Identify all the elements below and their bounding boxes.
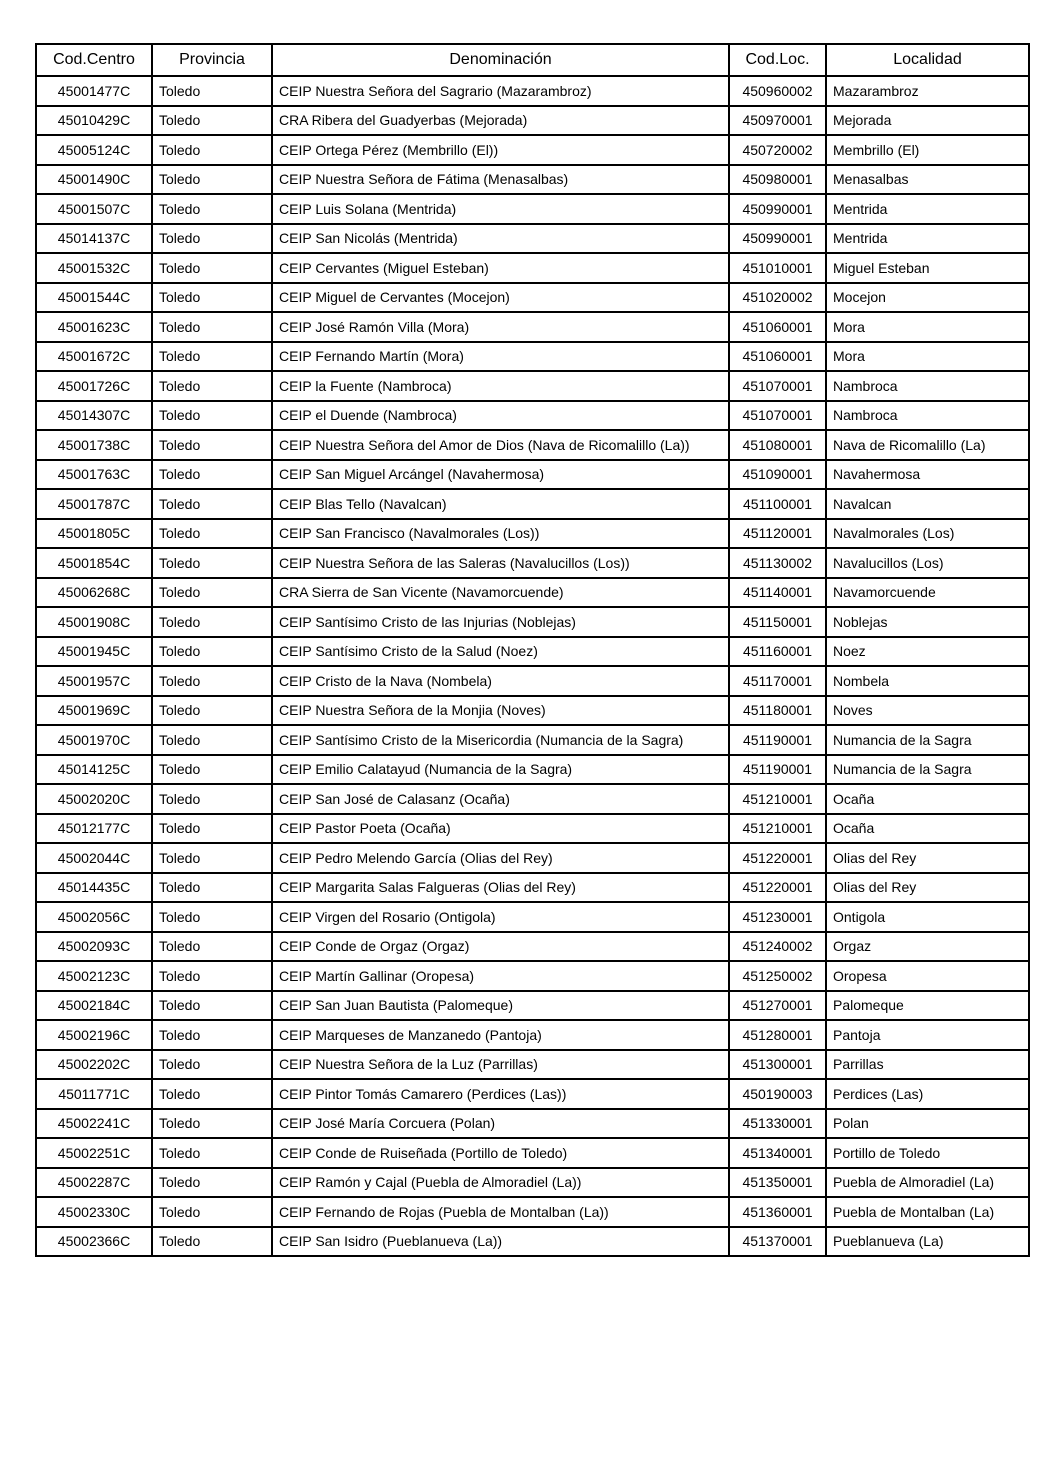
cell-localidad: Parrillas	[826, 1050, 1029, 1080]
cell-localidad: Navamorcuende	[826, 578, 1029, 608]
cell-cod-centro: 45001957C	[36, 666, 152, 696]
cell-denominacion: CEIP Nuestra Señora del Sagrario (Mazarambroz)	[272, 76, 729, 106]
cell-localidad: Menasalbas	[826, 165, 1029, 195]
cell-cod-centro: 45002330C	[36, 1197, 152, 1227]
cell-cod-loc: 451220001	[729, 873, 826, 903]
cell-cod-loc: 451300001	[729, 1050, 826, 1080]
cell-cod-centro: 45001544C	[36, 283, 152, 313]
cell-provincia: Toledo	[152, 814, 272, 844]
cell-cod-loc: 451100001	[729, 489, 826, 519]
cell-cod-centro: 45001908C	[36, 607, 152, 637]
cell-cod-loc: 450720002	[729, 135, 826, 165]
cell-localidad: Numancia de la Sagra	[826, 725, 1029, 755]
cell-provincia: Toledo	[152, 430, 272, 460]
cell-provincia: Toledo	[152, 843, 272, 873]
cell-localidad: Nambroca	[826, 401, 1029, 431]
cell-provincia: Toledo	[152, 637, 272, 667]
cell-cod-centro: 45001970C	[36, 725, 152, 755]
header-cod-loc: Cod.Loc.	[729, 44, 826, 76]
cell-cod-centro: 45002056C	[36, 902, 152, 932]
cell-localidad: Navalucillos (Los)	[826, 548, 1029, 578]
cell-denominacion: CEIP San Nicolás (Mentrida)	[272, 224, 729, 254]
cell-provincia: Toledo	[152, 283, 272, 313]
cell-denominacion: CEIP Marqueses de Manzanedo (Pantoja)	[272, 1020, 729, 1050]
cell-cod-centro: 45001945C	[36, 637, 152, 667]
cell-denominacion: CEIP Conde de Orgaz (Orgaz)	[272, 932, 729, 962]
cell-localidad: Mejorada	[826, 106, 1029, 136]
cell-localidad: Mentrida	[826, 224, 1029, 254]
cell-cod-loc: 451190001	[729, 725, 826, 755]
cell-localidad: Puebla de Almoradiel (La)	[826, 1168, 1029, 1198]
cell-cod-loc: 451150001	[729, 607, 826, 637]
cell-cod-loc: 451090001	[729, 460, 826, 490]
cell-localidad: Numancia de la Sagra	[826, 755, 1029, 785]
cell-cod-loc: 451360001	[729, 1197, 826, 1227]
table-row	[36, 991, 1029, 1021]
cell-localidad: Puebla de Montalban (La)	[826, 1197, 1029, 1227]
table-row	[36, 401, 1029, 431]
table-row	[36, 873, 1029, 903]
cell-cod-loc: 451240002	[729, 932, 826, 962]
header-localidad: Localidad	[826, 44, 1029, 76]
table-row	[36, 371, 1029, 401]
cell-cod-centro: 45001787C	[36, 489, 152, 519]
cell-denominacion: CEIP Cristo de la Nava (Nombela)	[272, 666, 729, 696]
cell-cod-loc: 451340001	[729, 1138, 826, 1168]
table-row	[36, 607, 1029, 637]
cell-cod-centro: 45006268C	[36, 578, 152, 608]
cell-provincia: Toledo	[152, 932, 272, 962]
cell-denominacion: CEIP Nuestra Señora de la Luz (Parrillas)	[272, 1050, 729, 1080]
table-row	[36, 430, 1029, 460]
table-row	[36, 932, 1029, 962]
cell-provincia: Toledo	[152, 578, 272, 608]
header-cod-centro: Cod.Centro	[36, 44, 152, 76]
cell-denominacion: CEIP José María Corcuera (Polan)	[272, 1109, 729, 1139]
table-row	[36, 489, 1029, 519]
cell-cod-loc: 450990001	[729, 194, 826, 224]
cell-denominacion: CEIP Pintor Tomás Camarero (Perdices (Las))	[272, 1079, 729, 1109]
cell-cod-loc: 450980001	[729, 165, 826, 195]
cell-denominacion: CEIP Ramón y Cajal (Puebla de Almoradiel (La))	[272, 1168, 729, 1198]
table-header	[36, 44, 1029, 76]
cell-localidad: Membrillo (El)	[826, 135, 1029, 165]
table-row	[36, 76, 1029, 106]
cell-provincia: Toledo	[152, 1020, 272, 1050]
table-row	[36, 460, 1029, 490]
cell-denominacion: CEIP Luis Solana (Mentrida)	[272, 194, 729, 224]
cell-denominacion: CEIP Nuestra Señora de las Saleras (Navalucillos (Los))	[272, 548, 729, 578]
cell-cod-loc: 451080001	[729, 430, 826, 460]
cell-cod-centro: 45002202C	[36, 1050, 152, 1080]
cell-cod-loc: 451190001	[729, 755, 826, 785]
cell-localidad: Olias del Rey	[826, 843, 1029, 873]
cell-cod-centro: 45002093C	[36, 932, 152, 962]
cell-cod-loc: 451070001	[729, 371, 826, 401]
cell-denominacion: CEIP San Francisco (Navalmorales (Los))	[272, 519, 729, 549]
table-row	[36, 165, 1029, 195]
table-row	[36, 725, 1029, 755]
cell-cod-centro: 45002241C	[36, 1109, 152, 1139]
table-row	[36, 637, 1029, 667]
cell-cod-centro: 45001738C	[36, 430, 152, 460]
cell-denominacion: CEIP Cervantes (Miguel Esteban)	[272, 253, 729, 283]
cell-cod-centro: 45001672C	[36, 342, 152, 372]
cell-provincia: Toledo	[152, 696, 272, 726]
cell-localidad: Noez	[826, 637, 1029, 667]
cell-localidad: Navalmorales (Los)	[826, 519, 1029, 549]
cell-provincia: Toledo	[152, 194, 272, 224]
cell-localidad: Ocaña	[826, 784, 1029, 814]
cell-localidad: Ontigola	[826, 902, 1029, 932]
cell-provincia: Toledo	[152, 224, 272, 254]
cell-provincia: Toledo	[152, 1050, 272, 1080]
table-row	[36, 1168, 1029, 1198]
cell-denominacion: CEIP San Miguel Arcángel (Navahermosa)	[272, 460, 729, 490]
cell-cod-loc: 451140001	[729, 578, 826, 608]
cell-cod-loc: 450990001	[729, 224, 826, 254]
cell-provincia: Toledo	[152, 342, 272, 372]
cell-denominacion: CEIP Blas Tello (Navalcan)	[272, 489, 729, 519]
cell-cod-centro: 45014125C	[36, 755, 152, 785]
cell-cod-loc: 451120001	[729, 519, 826, 549]
cell-cod-loc: 450190003	[729, 1079, 826, 1109]
cell-denominacion: CRA Ribera del Guadyerbas (Mejorada)	[272, 106, 729, 136]
cell-cod-loc: 451270001	[729, 991, 826, 1021]
cell-denominacion: CRA Sierra de San Vicente (Navamorcuende)	[272, 578, 729, 608]
cell-localidad: Navahermosa	[826, 460, 1029, 490]
cell-provincia: Toledo	[152, 460, 272, 490]
cell-cod-centro: 45001490C	[36, 165, 152, 195]
table-row	[36, 106, 1029, 136]
cell-provincia: Toledo	[152, 666, 272, 696]
table-row	[36, 696, 1029, 726]
table-body	[36, 76, 1029, 1256]
cell-cod-loc: 450970001	[729, 106, 826, 136]
cell-provincia: Toledo	[152, 961, 272, 991]
cell-cod-centro: 45001623C	[36, 312, 152, 342]
cell-provincia: Toledo	[152, 1109, 272, 1139]
table-row	[36, 666, 1029, 696]
cell-provincia: Toledo	[152, 312, 272, 342]
cell-localidad: Palomeque	[826, 991, 1029, 1021]
cell-cod-centro: 45002123C	[36, 961, 152, 991]
cell-provincia: Toledo	[152, 873, 272, 903]
cell-provincia: Toledo	[152, 371, 272, 401]
table-row	[36, 224, 1029, 254]
cell-localidad: Navalcan	[826, 489, 1029, 519]
cell-denominacion: CEIP Nuestra Señora de Fátima (Menasalbas)	[272, 165, 729, 195]
table-row	[36, 283, 1029, 313]
cell-denominacion: CEIP Virgen del Rosario (Ontigola)	[272, 902, 729, 932]
table-row	[36, 519, 1029, 549]
table-row	[36, 843, 1029, 873]
cell-denominacion: CEIP José Ramón Villa (Mora)	[272, 312, 729, 342]
cell-cod-centro: 45002044C	[36, 843, 152, 873]
cell-cod-centro: 45001532C	[36, 253, 152, 283]
cell-provincia: Toledo	[152, 76, 272, 106]
cell-provincia: Toledo	[152, 902, 272, 932]
cell-provincia: Toledo	[152, 165, 272, 195]
cell-localidad: Nambroca	[826, 371, 1029, 401]
cell-provincia: Toledo	[152, 991, 272, 1021]
cell-cod-centro: 45014137C	[36, 224, 152, 254]
cell-localidad: Portillo de Toledo	[826, 1138, 1029, 1168]
table-row	[36, 194, 1029, 224]
cell-denominacion: CEIP Emilio Calatayud (Numancia de la Sagra)	[272, 755, 729, 785]
table-row	[36, 784, 1029, 814]
cell-cod-loc: 451130002	[729, 548, 826, 578]
cell-denominacion: CEIP San Juan Bautista (Palomeque)	[272, 991, 729, 1021]
table-row	[36, 342, 1029, 372]
cell-cod-loc: 451060001	[729, 342, 826, 372]
cell-provincia: Toledo	[152, 607, 272, 637]
cell-localidad: Nava de Ricomalillo (La)	[826, 430, 1029, 460]
cell-denominacion: CEIP el Duende (Nambroca)	[272, 401, 729, 431]
cell-cod-centro: 45014307C	[36, 401, 152, 431]
cell-denominacion: CEIP Santísimo Cristo de la Misericordia (Numancia de la Sagra)	[272, 725, 729, 755]
cell-localidad: Nombela	[826, 666, 1029, 696]
cell-cod-loc: 451070001	[729, 401, 826, 431]
cell-cod-loc: 451220001	[729, 843, 826, 873]
table-row	[36, 578, 1029, 608]
cell-provincia: Toledo	[152, 1079, 272, 1109]
cell-cod-centro: 45001507C	[36, 194, 152, 224]
cell-denominacion: CEIP Ortega Pérez (Membrillo (El))	[272, 135, 729, 165]
cell-cod-centro: 45001805C	[36, 519, 152, 549]
cell-denominacion: CEIP Santísimo Cristo de la Salud (Noez)	[272, 637, 729, 667]
cell-cod-centro: 45001477C	[36, 76, 152, 106]
cell-cod-loc: 451280001	[729, 1020, 826, 1050]
cell-cod-loc: 451210001	[729, 814, 826, 844]
cell-denominacion: CEIP Pastor Poeta (Ocaña)	[272, 814, 729, 844]
cell-localidad: Miguel Esteban	[826, 253, 1029, 283]
table-row	[36, 548, 1029, 578]
cell-localidad: Orgaz	[826, 932, 1029, 962]
cell-cod-centro: 45014435C	[36, 873, 152, 903]
cell-cod-centro: 45001969C	[36, 696, 152, 726]
table-row	[36, 902, 1029, 932]
cell-cod-centro: 45002287C	[36, 1168, 152, 1198]
cell-localidad: Olias del Rey	[826, 873, 1029, 903]
table-row	[36, 1050, 1029, 1080]
cell-localidad: Mentrida	[826, 194, 1029, 224]
cell-localidad: Pantoja	[826, 1020, 1029, 1050]
cell-localidad: Oropesa	[826, 961, 1029, 991]
cell-denominacion: CEIP Martín Gallinar (Oropesa)	[272, 961, 729, 991]
cell-localidad: Ocaña	[826, 814, 1029, 844]
cell-cod-loc: 451020002	[729, 283, 826, 313]
table-row	[36, 1197, 1029, 1227]
cell-provincia: Toledo	[152, 755, 272, 785]
cell-provincia: Toledo	[152, 135, 272, 165]
cell-cod-loc: 451160001	[729, 637, 826, 667]
cell-provincia: Toledo	[152, 401, 272, 431]
cell-denominacion: CEIP Miguel de Cervantes (Mocejon)	[272, 283, 729, 313]
cell-cod-centro: 45011771C	[36, 1079, 152, 1109]
cell-cod-loc: 450960002	[729, 76, 826, 106]
cell-localidad: Mazarambroz	[826, 76, 1029, 106]
cell-localidad: Polan	[826, 1109, 1029, 1139]
cell-provincia: Toledo	[152, 106, 272, 136]
header-denominacion: Denominación	[272, 44, 729, 76]
cell-cod-loc: 451170001	[729, 666, 826, 696]
cell-cod-centro: 45001763C	[36, 460, 152, 490]
cell-cod-centro: 45002184C	[36, 991, 152, 1021]
cell-provincia: Toledo	[152, 1138, 272, 1168]
cell-denominacion: CEIP Santísimo Cristo de las Injurias (Noblejas)	[272, 607, 729, 637]
cell-provincia: Toledo	[152, 519, 272, 549]
table-row	[36, 1079, 1029, 1109]
cell-denominacion: CEIP Fernando de Rojas (Puebla de Montalban (La))	[272, 1197, 729, 1227]
cell-cod-loc: 451230001	[729, 902, 826, 932]
cell-localidad: Mora	[826, 342, 1029, 372]
cell-denominacion: CEIP Nuestra Señora del Amor de Dios (Nava de Ricomalillo (La))	[272, 430, 729, 460]
cell-cod-centro: 45002251C	[36, 1138, 152, 1168]
cell-provincia: Toledo	[152, 1227, 272, 1257]
cell-denominacion: CEIP Pedro Melendo García (Olias del Rey)	[272, 843, 729, 873]
cell-cod-loc: 451330001	[729, 1109, 826, 1139]
cell-provincia: Toledo	[152, 548, 272, 578]
cell-localidad: Mocejon	[826, 283, 1029, 313]
table-row	[36, 755, 1029, 785]
cell-cod-loc: 451210001	[729, 784, 826, 814]
cell-localidad: Pueblanueva (La)	[826, 1227, 1029, 1257]
header-row	[36, 44, 1029, 76]
cell-provincia: Toledo	[152, 725, 272, 755]
table-row	[36, 1020, 1029, 1050]
cell-cod-loc: 451370001	[729, 1227, 826, 1257]
cell-provincia: Toledo	[152, 1197, 272, 1227]
table-row	[36, 312, 1029, 342]
cell-localidad: Mora	[826, 312, 1029, 342]
cell-provincia: Toledo	[152, 489, 272, 519]
cell-cod-loc: 451010001	[729, 253, 826, 283]
cell-cod-centro: 45001726C	[36, 371, 152, 401]
cell-cod-centro: 45002020C	[36, 784, 152, 814]
cell-denominacion: CEIP Nuestra Señora de la Monjia (Noves)	[272, 696, 729, 726]
cell-cod-loc: 451180001	[729, 696, 826, 726]
cell-provincia: Toledo	[152, 784, 272, 814]
cell-cod-loc: 451350001	[729, 1168, 826, 1198]
cell-denominacion: CEIP Fernando Martín (Mora)	[272, 342, 729, 372]
cell-cod-centro: 45012177C	[36, 814, 152, 844]
cell-denominacion: CEIP San José de Calasanz (Ocaña)	[272, 784, 729, 814]
cell-cod-centro: 45002366C	[36, 1227, 152, 1257]
table-row	[36, 961, 1029, 991]
cell-denominacion: CEIP Margarita Salas Falgueras (Olias del Rey)	[272, 873, 729, 903]
table-row	[36, 253, 1029, 283]
cell-denominacion: CEIP la Fuente (Nambroca)	[272, 371, 729, 401]
table-row	[36, 814, 1029, 844]
cell-provincia: Toledo	[152, 1168, 272, 1198]
cell-localidad: Noves	[826, 696, 1029, 726]
centros-table	[35, 43, 1030, 1257]
cell-localidad: Noblejas	[826, 607, 1029, 637]
table-row	[36, 1109, 1029, 1139]
cell-cod-centro: 45001854C	[36, 548, 152, 578]
cell-localidad: Perdices (Las)	[826, 1079, 1029, 1109]
cell-provincia: Toledo	[152, 253, 272, 283]
cell-cod-centro: 45002196C	[36, 1020, 152, 1050]
cell-denominacion: CEIP San Isidro (Pueblanueva (La))	[272, 1227, 729, 1257]
table-row	[36, 1227, 1029, 1257]
header-provincia: Provincia	[152, 44, 272, 76]
table-row	[36, 135, 1029, 165]
table-row	[36, 1138, 1029, 1168]
cell-cod-loc: 451060001	[729, 312, 826, 342]
cell-denominacion: CEIP Conde de Ruiseñada (Portillo de Toledo)	[272, 1138, 729, 1168]
cell-cod-centro: 45010429C	[36, 106, 152, 136]
cell-cod-centro: 45005124C	[36, 135, 152, 165]
cell-cod-loc: 451250002	[729, 961, 826, 991]
